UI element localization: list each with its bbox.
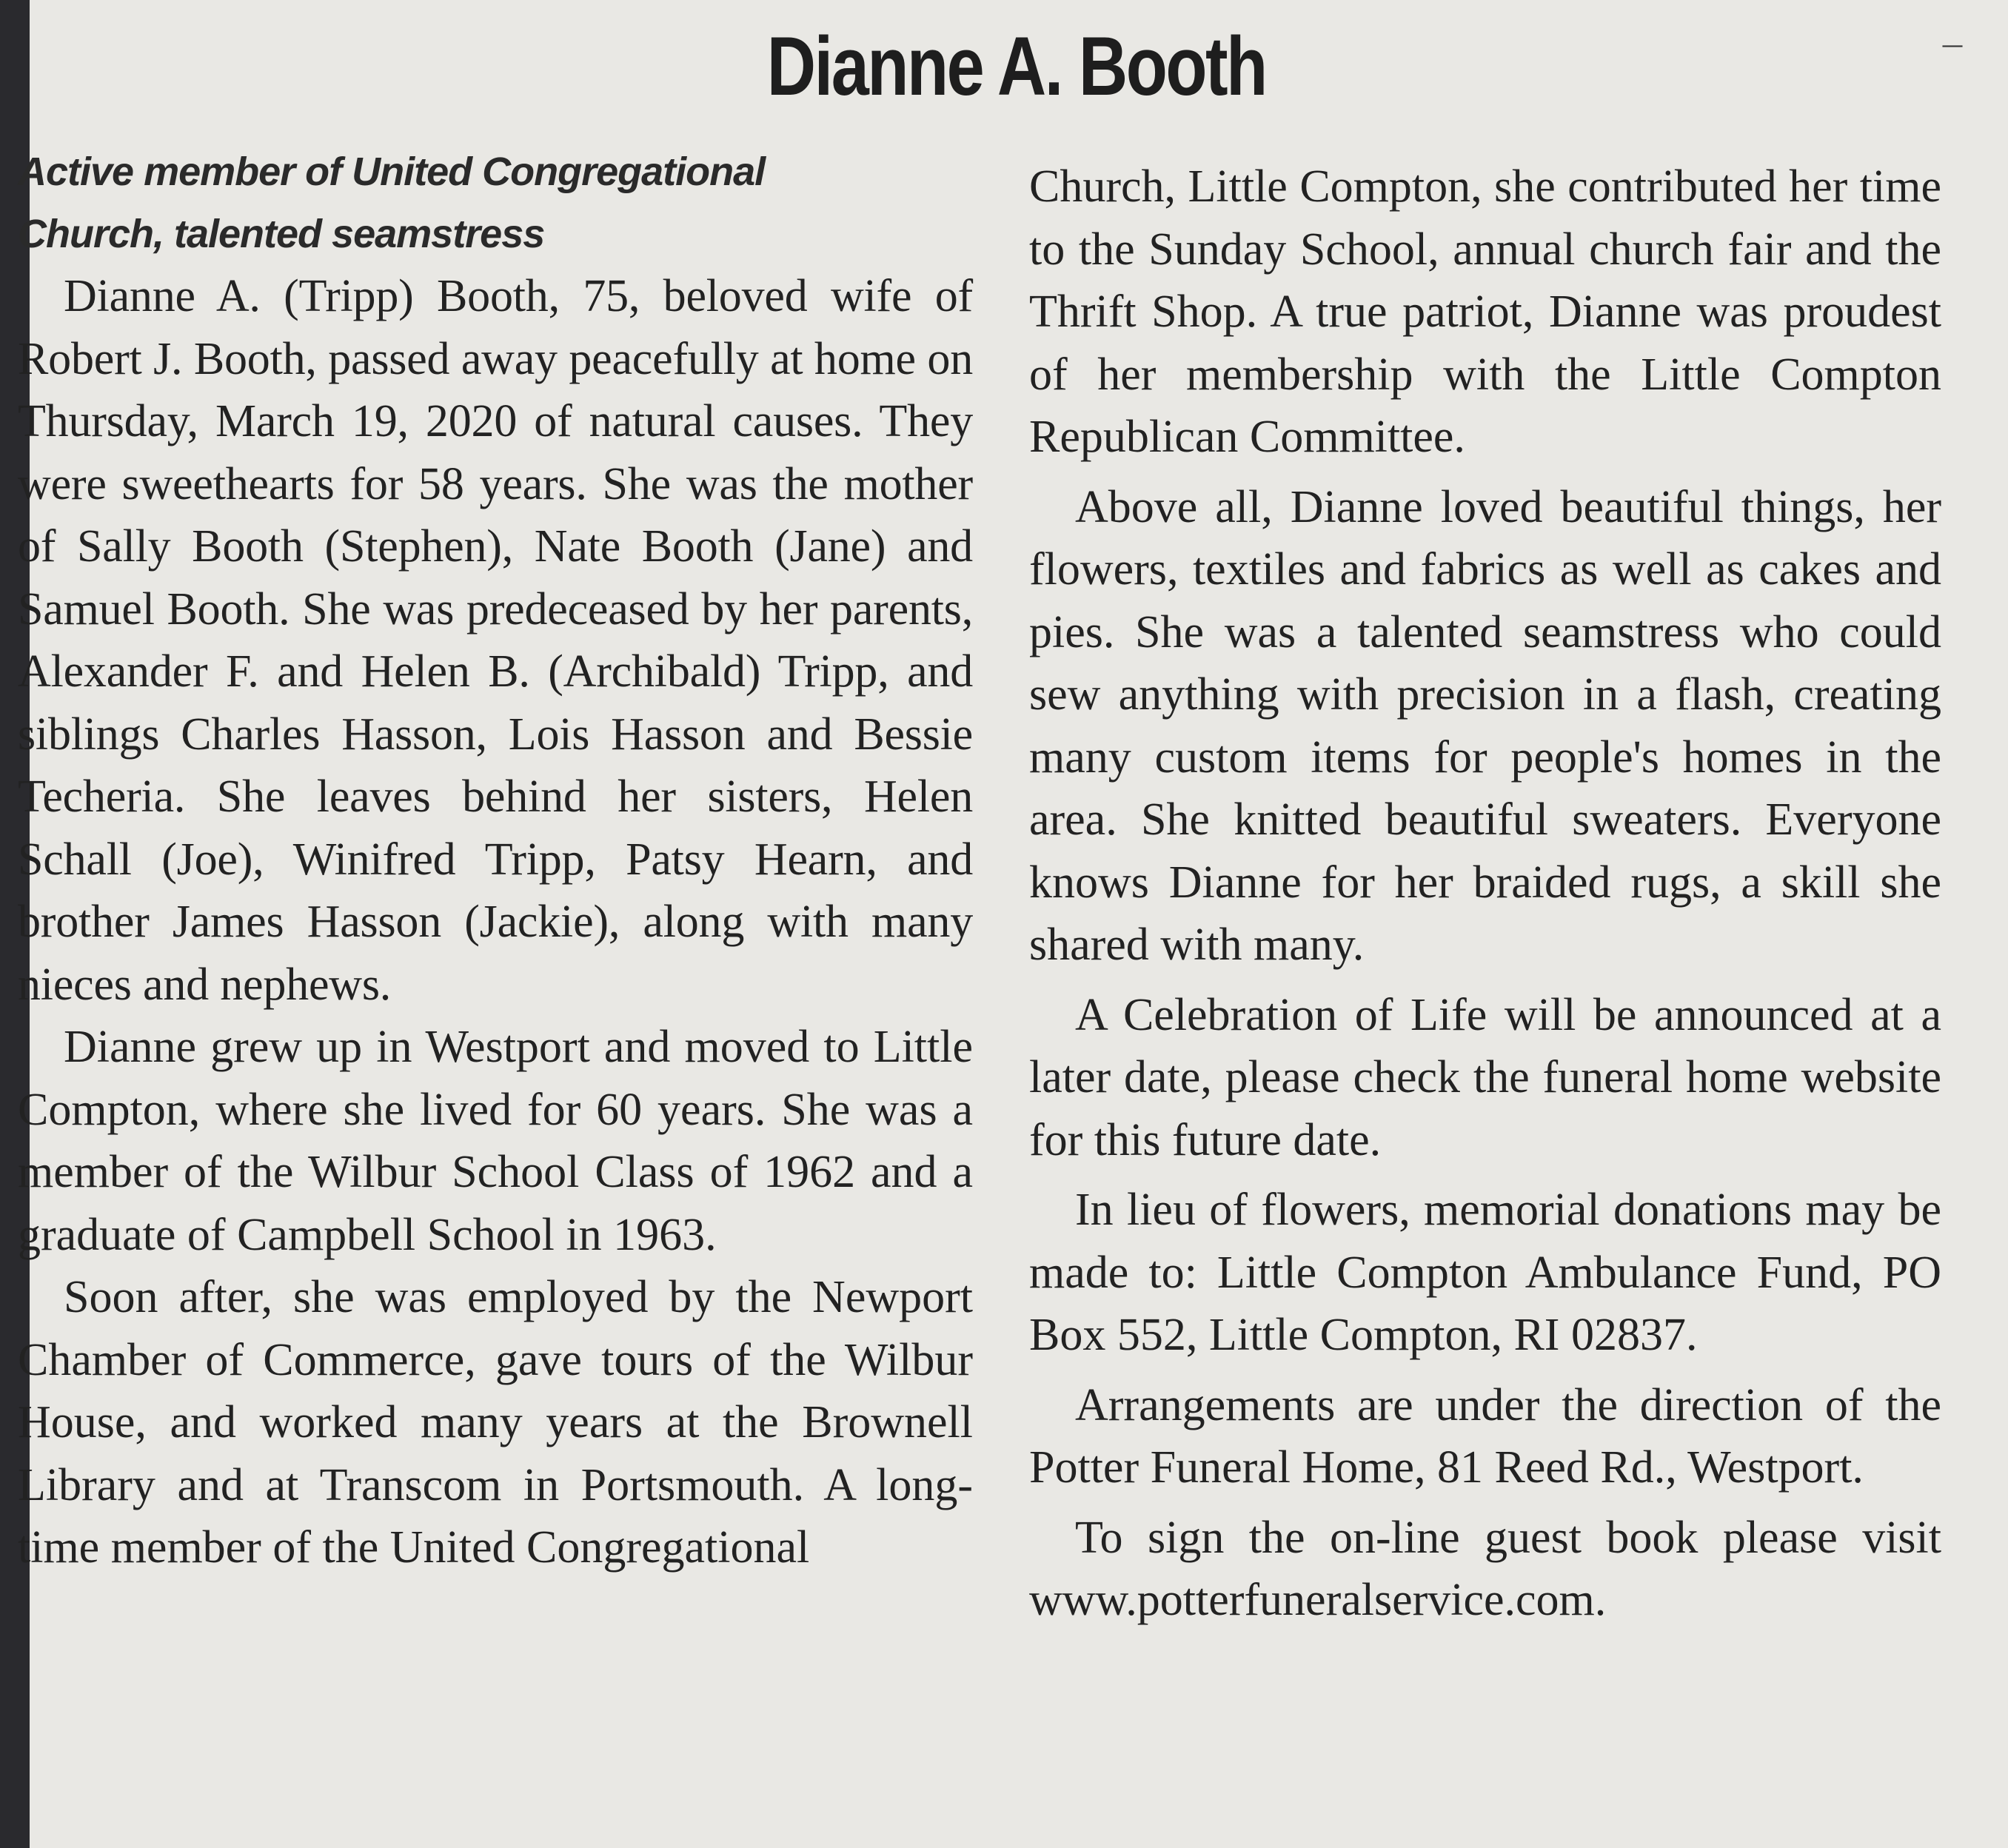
newspaper-clipping bbox=[18, 0, 2008, 1848]
paragraph-arrangements: Arrangements are under the direction of the Potter Funeral Home, 81 Reed Rd., Westport. bbox=[1029, 1379, 1941, 1493]
paragraph-celebration: A Celebration of Life will be announced at a later date, please check the funeral home website for this future date. bbox=[1029, 989, 1941, 1165]
paragraph-interests: Above all, Dianne loved beautiful things, her flowers, textiles and fabrics as well as cakes and pies. She was a talented seamstress who could sew anything with precision in a flash, creating many custom items for people's homes in the area. She knitted beautiful sweaters. Everyone knows Dianne for her braided rugs, a skill she shared with many. bbox=[1029, 481, 1941, 970]
left-column bbox=[18, 141, 973, 1579]
paragraph-career: Soon after, she was employed by the Newport Chamber of Commerce, gave tours of the Wilbur House, and worked many years at the Brownell Library and at Transcom in Portsmouth. A long-time member of the United Congregational bbox=[18, 1272, 973, 1573]
paragraph-guest-book: To sign the on-line guest book please visit www.potterfuneralservice.com. bbox=[1029, 1512, 1941, 1625]
subheading-line-1: Active member of United Congregational bbox=[18, 150, 766, 194]
paragraph-church: Church, Little Compton, she contributed her time to the Sunday School, annual church fair and the Thrift Shop. A true patriot, Dianne was proudest of her membership with the Little Compton Republican Committee. bbox=[1029, 161, 1941, 462]
pen-mark-icon: — bbox=[1941, 33, 1964, 58]
paragraph-donations: In lieu of flowers, memorial donations may be made to: Little Compton Ambulance Fund, PO Box 552, Little Compton, RI 02837. bbox=[1029, 1185, 1941, 1360]
obituary-headline: Dianne A. Booth bbox=[766, 20, 1266, 113]
subheading-line-2: Church, talented seamstress bbox=[18, 212, 545, 256]
right-column bbox=[1029, 155, 1941, 1639]
paragraph-early-life: Dianne grew up in Westport and moved to Little Compton, where she lived for 60 years. She was a member of the Wilbur School Class of 1962 and a graduate of Campbell School in 1963. bbox=[18, 1022, 973, 1260]
paragraph-family: Dianne A. (Tripp) Booth, 75, beloved wife of Robert J. Booth, passed away peacefully at home on Thursday, March 19, 2020 of natural causes. They were sweethearts for 58 years. She was the mother of Sally Booth (Stephen), Nate Booth (Jane) and Samuel Booth. She was predeceased by her parents, Alexander F. and Helen B. (Archibald) Tripp, and siblings Charles Hasson, Lois Hasson and Bessie Techeria. She leaves behind her sisters, Helen Schall (Joe), Winifred Tripp, Patsy Hearn, and brother James Hasson (Jackie), along with many nieces and nephews. bbox=[18, 271, 973, 1010]
